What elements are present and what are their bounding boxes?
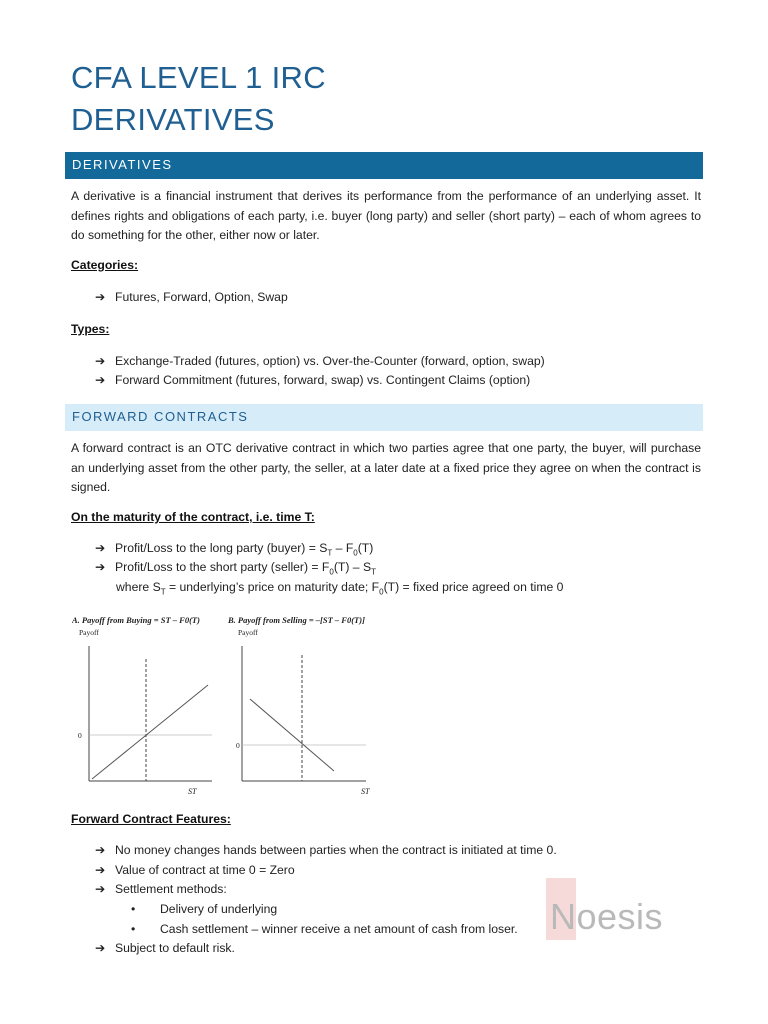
section-heading-derivatives: DERIVATIVES [72, 157, 173, 172]
chart-a-title: A. Payoff from Buying = ST – F0(T) [72, 615, 200, 625]
feature-subitem: • Cash settlement – winner receive a net amount of cash from loser. [131, 922, 518, 936]
feature-item: ➔ Subject to default risk. [95, 941, 235, 955]
arrow-right-icon: ➔ [95, 290, 106, 304]
section-band-forward-contracts [65, 404, 703, 431]
chart-b-title: B. Payoff from Selling = –[ST – F0(T)] [228, 615, 365, 625]
forward-intro: A forward contract is an OTC derivative contract in which two parties agree that one party, the buyer, will purchase an underlying asset from the other party, the seller, at a later date at a fixed price they agree on when the contract is signed. [71, 441, 701, 494]
arrow-right-icon: ➔ [95, 863, 106, 877]
chart-b-ylabel: Payoff [238, 628, 258, 637]
types-item: ➔ Exchange-Traded (futures, option) vs. Over-the-Counter (forward, option, swap) [95, 354, 545, 368]
arrow-right-icon: ➔ [95, 843, 106, 857]
chart-a-xlabel: ST [188, 787, 197, 796]
arrow-right-icon: ➔ [95, 560, 106, 574]
categories-item: ➔ Futures, Forward, Option, Swap [95, 290, 288, 304]
arrow-right-icon: ➔ [95, 541, 106, 555]
bullet-icon: • [131, 902, 136, 916]
chart-b-xlabel: ST [361, 787, 370, 796]
derivatives-intro: A derivative is a financial instrument that derives its performance from the performance of an underlying asset. It defines rights and obligations of each party, i.e. buyer (long party) and seller (short party) – each of whom agrees to do something for the other, either now or later. [71, 189, 701, 242]
bullet-icon: • [131, 922, 136, 936]
maturity-where-note: where $S_T$ = underlying’s price on maturity date; $F_0(T)$ = fixed price agreed on time 0 [116, 580, 564, 597]
feature-item: ➔ Settlement methods: [95, 882, 227, 896]
types-heading: Types: [71, 322, 110, 336]
chart-a-zero-label: 0 [78, 731, 82, 740]
payoff-charts [72, 613, 392, 798]
features-heading: Forward Contract Features: [71, 812, 231, 826]
feature-item: ➔ No money changes hands between parties when the contract is initiated at time 0. [95, 843, 557, 857]
logo-text: Noesis [550, 896, 664, 937]
maturity-heading: On the maturity of the contract, i.e. time T: [71, 510, 315, 524]
categories-heading: Categories: [71, 258, 139, 272]
feature-subitem: • Delivery of underlying [131, 902, 278, 916]
maturity-item-short: ➔ Profit/Loss to the short party (seller) = $F_0(T) - S_T$ [95, 560, 376, 577]
arrow-right-icon: ➔ [95, 373, 106, 387]
feature-item: ➔ Value of contract at time 0 = Zero [95, 863, 295, 877]
maturity-item-long: ➔ Profit/Loss to the long party (buyer) = $S_T - F_0(T)$ [95, 541, 374, 558]
chart-b-payoff-line [250, 699, 334, 771]
page-title-line1: CFA LEVEL 1 IRC [71, 60, 326, 95]
types-item: ➔ Forward Commitment (futures, forward, swap) vs. Contingent Claims (option) [95, 373, 531, 387]
chart-a-payoff-line [92, 685, 208, 779]
chart-a-ylabel: Payoff [79, 628, 99, 637]
arrow-right-icon: ➔ [95, 941, 106, 955]
section-heading-forward-contracts: FORWARD CONTRACTS [72, 409, 249, 424]
page-title-line2: DERIVATIVES [71, 102, 275, 137]
section-band-derivatives [65, 152, 703, 179]
arrow-right-icon: ➔ [95, 882, 106, 896]
arrow-right-icon: ➔ [95, 354, 106, 368]
chart-b-zero-label: 0 [236, 741, 240, 750]
